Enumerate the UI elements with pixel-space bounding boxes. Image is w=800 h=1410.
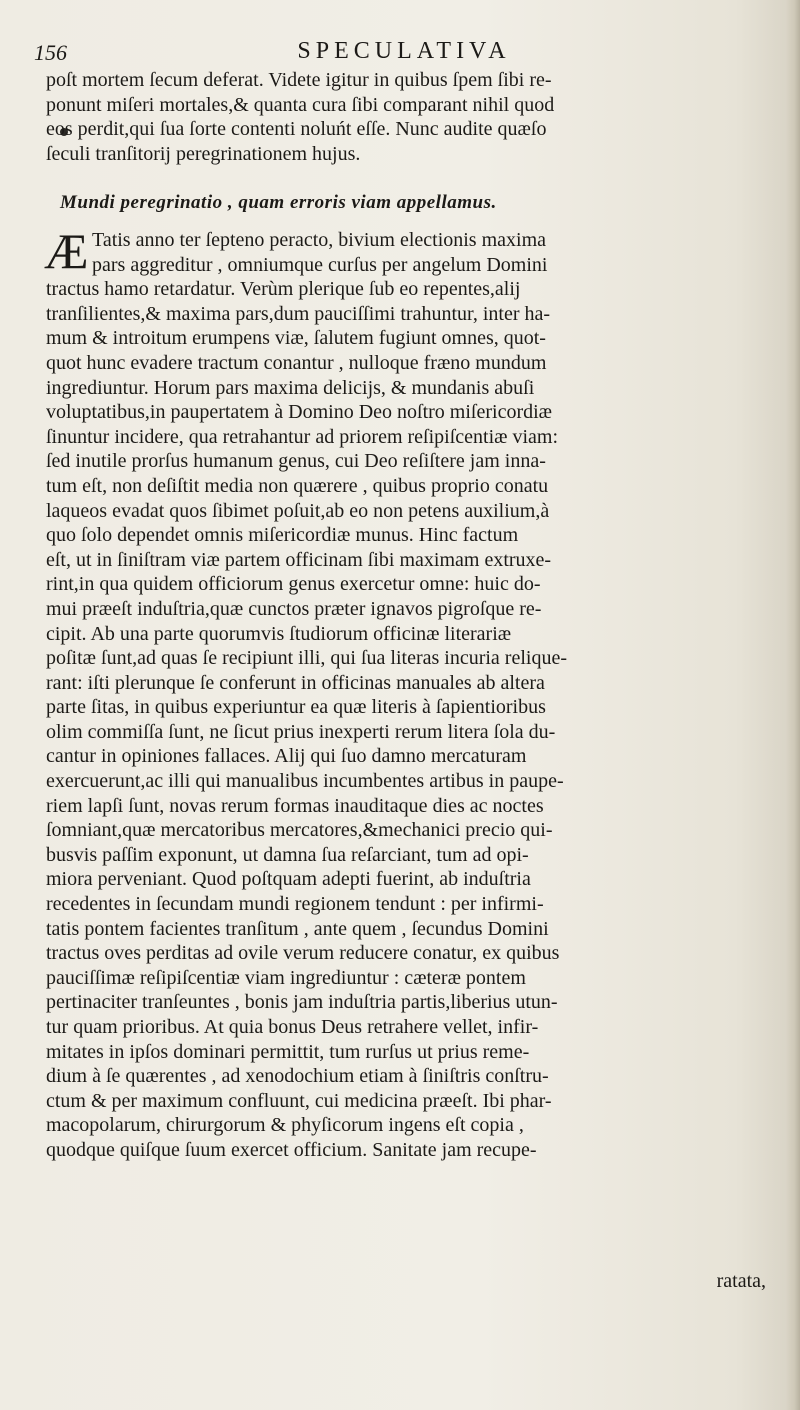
text-line: tractus oves perditas ad ovile verum reducere conatur, ex quibus	[46, 942, 560, 965]
text-line: eſt, ut in ſiniſtram viæ partem officinam ſibi maximam extruxe-	[46, 548, 552, 571]
text-line: pertinaciter tranſeuntes , bonis jam induſtria partis,liberius utun-	[46, 991, 558, 1014]
running-title: SPECULATIVA	[297, 38, 511, 64]
text-line: eos perdit,qui ſua ſorte contenti noluńt eſſe. Nunc audite quæſo	[46, 118, 547, 141]
page-number: 156	[34, 40, 67, 65]
text-line: tranſilientes,& maxima pars,dum pauciſſimi trahuntur, inter ha-	[46, 302, 551, 325]
text-line: dium à ſe quærentes , ad xenodochium etiam à ſiniſtris conſtru-	[46, 1065, 549, 1088]
text-line: mum & introitum erumpens viæ, ſalutem fugiunt omnes, quot-	[46, 327, 546, 350]
text-line: miora perveniant. Quod poſtquam adepti fuerint, ab induſtria	[46, 868, 531, 891]
text-line: cipit. Ab una parte quorumvis ſtudiorum officinæ literariæ	[46, 622, 512, 645]
text-line: parte ſitas, in quibus experiuntur ea quæ literis à ſapientioribus	[46, 696, 546, 719]
intro-paragraph	[46, 68, 766, 166]
text-line: recedentes in ſecundam mundi regionem tendunt : per infirmi-	[46, 893, 544, 916]
catchword: ratata,	[716, 1270, 766, 1292]
text-line: tractus hamo retardatur. Verùm plerique ſub eo repentes,alij	[46, 278, 521, 301]
text-line: tur quam prioribus. At quia bonus Deus retrahere vellet, infir-	[46, 1016, 539, 1038]
section-heading: Mundi peregrinatio , quam erroris viam appellamus.	[60, 192, 497, 213]
text-line: rant: iſti plerunque ſe conferunt in officinas manuales ab altera	[46, 671, 545, 694]
text-line: ſomniant,quæ mercatoribus mercatores,&mechanici precio qui-	[46, 819, 553, 842]
text-line: ingrediuntur. Horum pars maxima delicijs, & mundanis abuſi	[46, 376, 535, 399]
text-line: quodque quiſque ſuum exercet officium. Sanitate jam recupe-	[46, 1138, 537, 1161]
text-line: mui præeſt induſtria,quæ cunctos præter ignavos pigroſque re-	[46, 597, 542, 620]
text-line: ponunt miſeri mortales,& quanta cura ſibi comparant nihil quod	[46, 93, 555, 116]
text-line: ſed inutile prorſus humanum genus, cui Deo reſiſtere jam inna-	[46, 450, 546, 473]
text-line: pauciſſimæ reſipiſcentiæ viam ingrediuntur : cæteræ pontem	[46, 966, 526, 989]
text-line: ctum & per maximum confluunt, cui medicina præeſt. Ibi phar-	[46, 1089, 552, 1112]
page-edge-shadow	[786, 0, 800, 1410]
text-line: cantur in opiniones fallaces. Alij qui ſuo damno mercaturam	[46, 745, 527, 768]
text-line: voluptatibus,in paupertatem à Domino Deo noſtro miſericordiæ	[46, 401, 553, 424]
text-line: busvis paſſim exponunt, ut damna ſua reſarciant, tum ad opi-	[46, 843, 529, 866]
text-line: tatis pontem facientes tranſitum , ante quem , ſecundus Domini	[46, 917, 549, 940]
text-line: quo ſolo dependet omnis miſericordiæ munus. Hinc factum	[46, 524, 519, 547]
page-header	[34, 38, 774, 68]
body-paragraph	[44, 223, 766, 1163]
text-line: Tatis anno ter ſepteno peracto, bivium electionis maxima	[92, 229, 547, 251]
text-line: laqueos evadat quos ſibimet poſuit,ab eo non petens auxilium,à	[46, 499, 550, 522]
text-line: tum eſt, non deſiſtit media non quærere , quibus proprio conatu	[46, 474, 549, 497]
text-line: poſitæ ſunt,ad quas ſe recipiunt illi, qui ſua literas incuria relique-	[46, 647, 567, 670]
text-line: riem lapſi ſunt, novas rerum formas inauditaque dies ac noctes	[46, 794, 544, 817]
text-line: mitates in ipſos dominari permittit, tum rurſus ut prius reme-	[46, 1040, 530, 1063]
text-line: ſeculi tranſitorij peregrinationem hujus.	[46, 142, 361, 165]
drop-cap: Æ	[44, 223, 89, 279]
text-line: quot hunc evadere tractum conantur , nulloque fræno mundum	[46, 351, 547, 374]
text-line: macopolarum, chirurgorum & phyſicorum ingens eſt copia ,	[46, 1114, 524, 1137]
text-line: rint,in qua quidem officiorum genus exercetur omne: huic do-	[46, 573, 541, 596]
text-line: poſt mortem ſecum deferat. Videte igitur in quibus ſpem ſibi re-	[46, 69, 552, 91]
text-line: ſinuntur incidere, qua retrahantur ad priorem reſipiſcentiæ viam:	[46, 425, 559, 448]
text-line: pars aggreditur , omniumque curſus per angelum Domini	[92, 253, 548, 276]
text-line: exercuerunt,ac illi qui manualibus incumbentes artibus in paupe-	[46, 770, 564, 793]
text-line: olim commiſſa ſunt, ne ſicut prius inexperti rerum litera ſola du-	[46, 720, 556, 743]
